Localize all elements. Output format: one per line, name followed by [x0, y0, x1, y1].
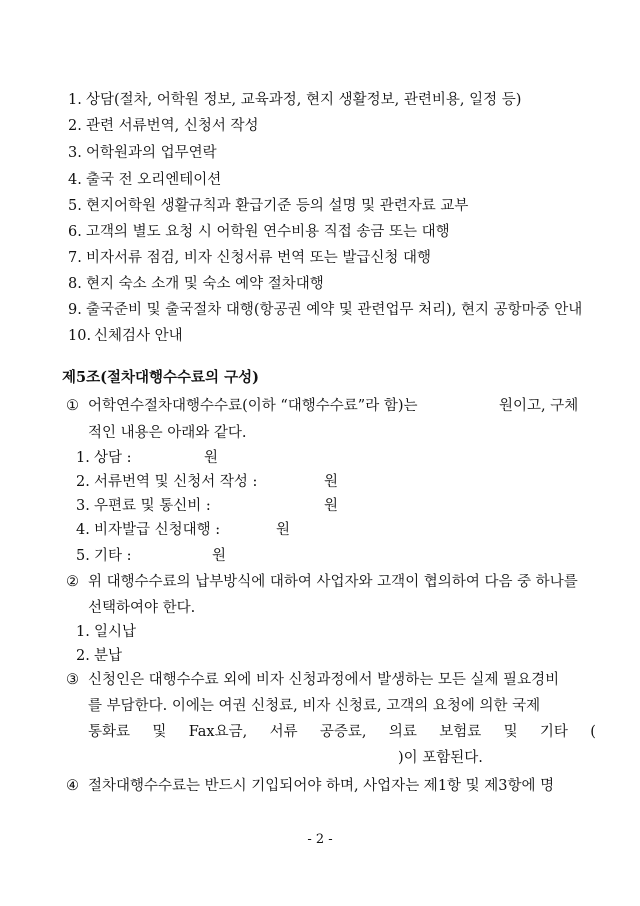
fee-item-number: 2. [76, 474, 90, 490]
paragraph-2-line-1 [66, 572, 578, 592]
paragraph-1-marker: ① [66, 398, 79, 414]
list-item-text: 현지 숙소 소개 및 숙소 예약 절차대행 [86, 276, 324, 292]
list-item-number: 5. [68, 198, 82, 214]
list-item-number: 9. [68, 302, 82, 318]
fee-item-unit: 원 [276, 522, 291, 538]
list-item-number: 7. [68, 250, 82, 266]
paragraph-2-line-2: 선택하여야 한다. [88, 600, 196, 616]
paragraph-3-marker: ③ [66, 672, 79, 688]
fee-item [76, 448, 132, 468]
page-number: - 2 - [307, 832, 333, 847]
fee-item [76, 520, 220, 540]
list-item [68, 248, 431, 268]
fee-item-label: 우편료 및 통신비 : [94, 498, 211, 514]
list-item-number: 3. [68, 145, 82, 161]
list-item [68, 170, 221, 190]
article-heading: 제5조(절차대행수수료의 구성) [62, 369, 259, 386]
paragraph-3-word: ( [590, 724, 596, 740]
paragraph-3-word: 통화료 [88, 724, 131, 740]
paragraph-3-line-1 [66, 670, 559, 690]
fee-item-number: 4. [76, 522, 90, 538]
list-item-text: 신체검사 안내 [94, 328, 183, 344]
list-item-text: 고객의 별도 요청 시 어학원 연수비용 직접 송금 또는 대행 [86, 224, 450, 240]
paragraph-3-word: 및 [503, 724, 518, 740]
paragraph-3-line-4: )이 포함된다. [398, 750, 483, 766]
list-item [68, 300, 582, 320]
paragraph-2-text: 위 대행수수료의 납부방식에 대하여 사업자와 고객이 협의하여 다음 중 하나를 [88, 574, 578, 590]
fee-item [76, 496, 211, 516]
list-item-number: 8. [68, 276, 82, 292]
list-item-text: 출국준비 및 출국절차 대행(항공권 예약 및 관련업무 처리), 현지 공항마중 안내 [86, 302, 583, 318]
paragraph-1-text-a: 어학연수절차대행수수료(이하 “대행수수료”라 함)는 [88, 398, 418, 414]
paragraph-3-line-2: 를 부담한다. 이에는 여권 신청료, 비자 신청료, 고객의 요청에 의한 국제 [88, 698, 541, 714]
fee-item-number: 3. [76, 498, 90, 514]
paragraph-3-word: 공증료, [319, 724, 367, 740]
payment-option [76, 622, 136, 642]
fee-item-label: 비자발급 신청대행 : [94, 522, 221, 538]
paragraph-3-word: Fax요금, [188, 724, 248, 740]
payment-option [76, 646, 122, 666]
paragraph-3-word: 기타 [539, 724, 568, 740]
paragraph-3-word: 서류 [269, 724, 298, 740]
paragraph-1-line-1 [66, 396, 418, 416]
paragraph-3-line-3 [88, 722, 596, 742]
fee-item-label: 기타 : [94, 548, 132, 564]
paragraph-1-text-b: 원이고, 구체 [499, 398, 579, 414]
fee-item [76, 546, 132, 566]
paragraph-3-word: 보험료 [439, 724, 482, 740]
fee-item-unit: 원 [324, 474, 339, 490]
list-item-text: 상담(절차, 어학원 정보, 교육과정, 현지 생활정보, 관련비용, 일정 등) [86, 92, 522, 108]
fee-item-label: 서류번역 및 신청서 작성 : [94, 474, 258, 490]
list-item-text: 현지어학원 생활규칙과 환급기준 등의 설명 및 관련자료 교부 [86, 198, 469, 214]
list-item [68, 196, 468, 216]
list-item-number: 4. [68, 172, 82, 188]
list-item [68, 274, 324, 294]
fee-item-number: 1. [76, 450, 90, 466]
paragraph-4-text: 절차대행수수료는 반드시 기입되어야 하며, 사업자는 제1항 및 제3항에 명 [88, 778, 555, 794]
list-item [68, 90, 521, 110]
list-item [68, 222, 450, 242]
paragraph-3-text-1: 신청인은 대행수수료 외에 비자 신청과정에서 발생하는 모든 실제 필요경비 [88, 672, 560, 688]
fee-item-number: 5. [76, 548, 90, 564]
list-item-number: 6. [68, 224, 82, 240]
payment-option-number: 2. [76, 648, 90, 664]
fee-item-label: 상담 : [94, 450, 132, 466]
paragraph-1-line-2: 적인 내용은 아래와 같다. [88, 425, 247, 441]
paragraph-3-word: 및 [152, 724, 167, 740]
list-item-number: 10. [68, 328, 92, 344]
fee-item-unit: 원 [204, 450, 219, 466]
fee-item-unit: 원 [324, 498, 339, 514]
list-item [68, 326, 183, 346]
list-item-text: 비자서류 점검, 비자 신청서류 번역 또는 발급신청 대행 [86, 250, 432, 266]
paragraph-4-marker: ④ [66, 778, 79, 794]
payment-option-number: 1. [76, 624, 90, 640]
list-item [68, 143, 217, 163]
fee-item-unit: 원 [212, 548, 227, 564]
list-item-number: 1. [68, 92, 82, 108]
fee-item [76, 472, 257, 492]
list-item-text: 관련 서류번역, 신청서 작성 [86, 118, 259, 134]
payment-option-label: 분납 [94, 648, 123, 664]
paragraph-4-line-1 [66, 776, 554, 796]
list-item-text: 어학원과의 업무연락 [86, 145, 217, 161]
paragraph-2-marker: ② [66, 574, 79, 590]
payment-option-label: 일시납 [94, 624, 137, 640]
list-item-text: 출국 전 오리엔테이션 [86, 172, 222, 188]
list-item [68, 116, 259, 136]
paragraph-3-word: 의료 [388, 724, 417, 740]
list-item-number: 2. [68, 118, 82, 134]
